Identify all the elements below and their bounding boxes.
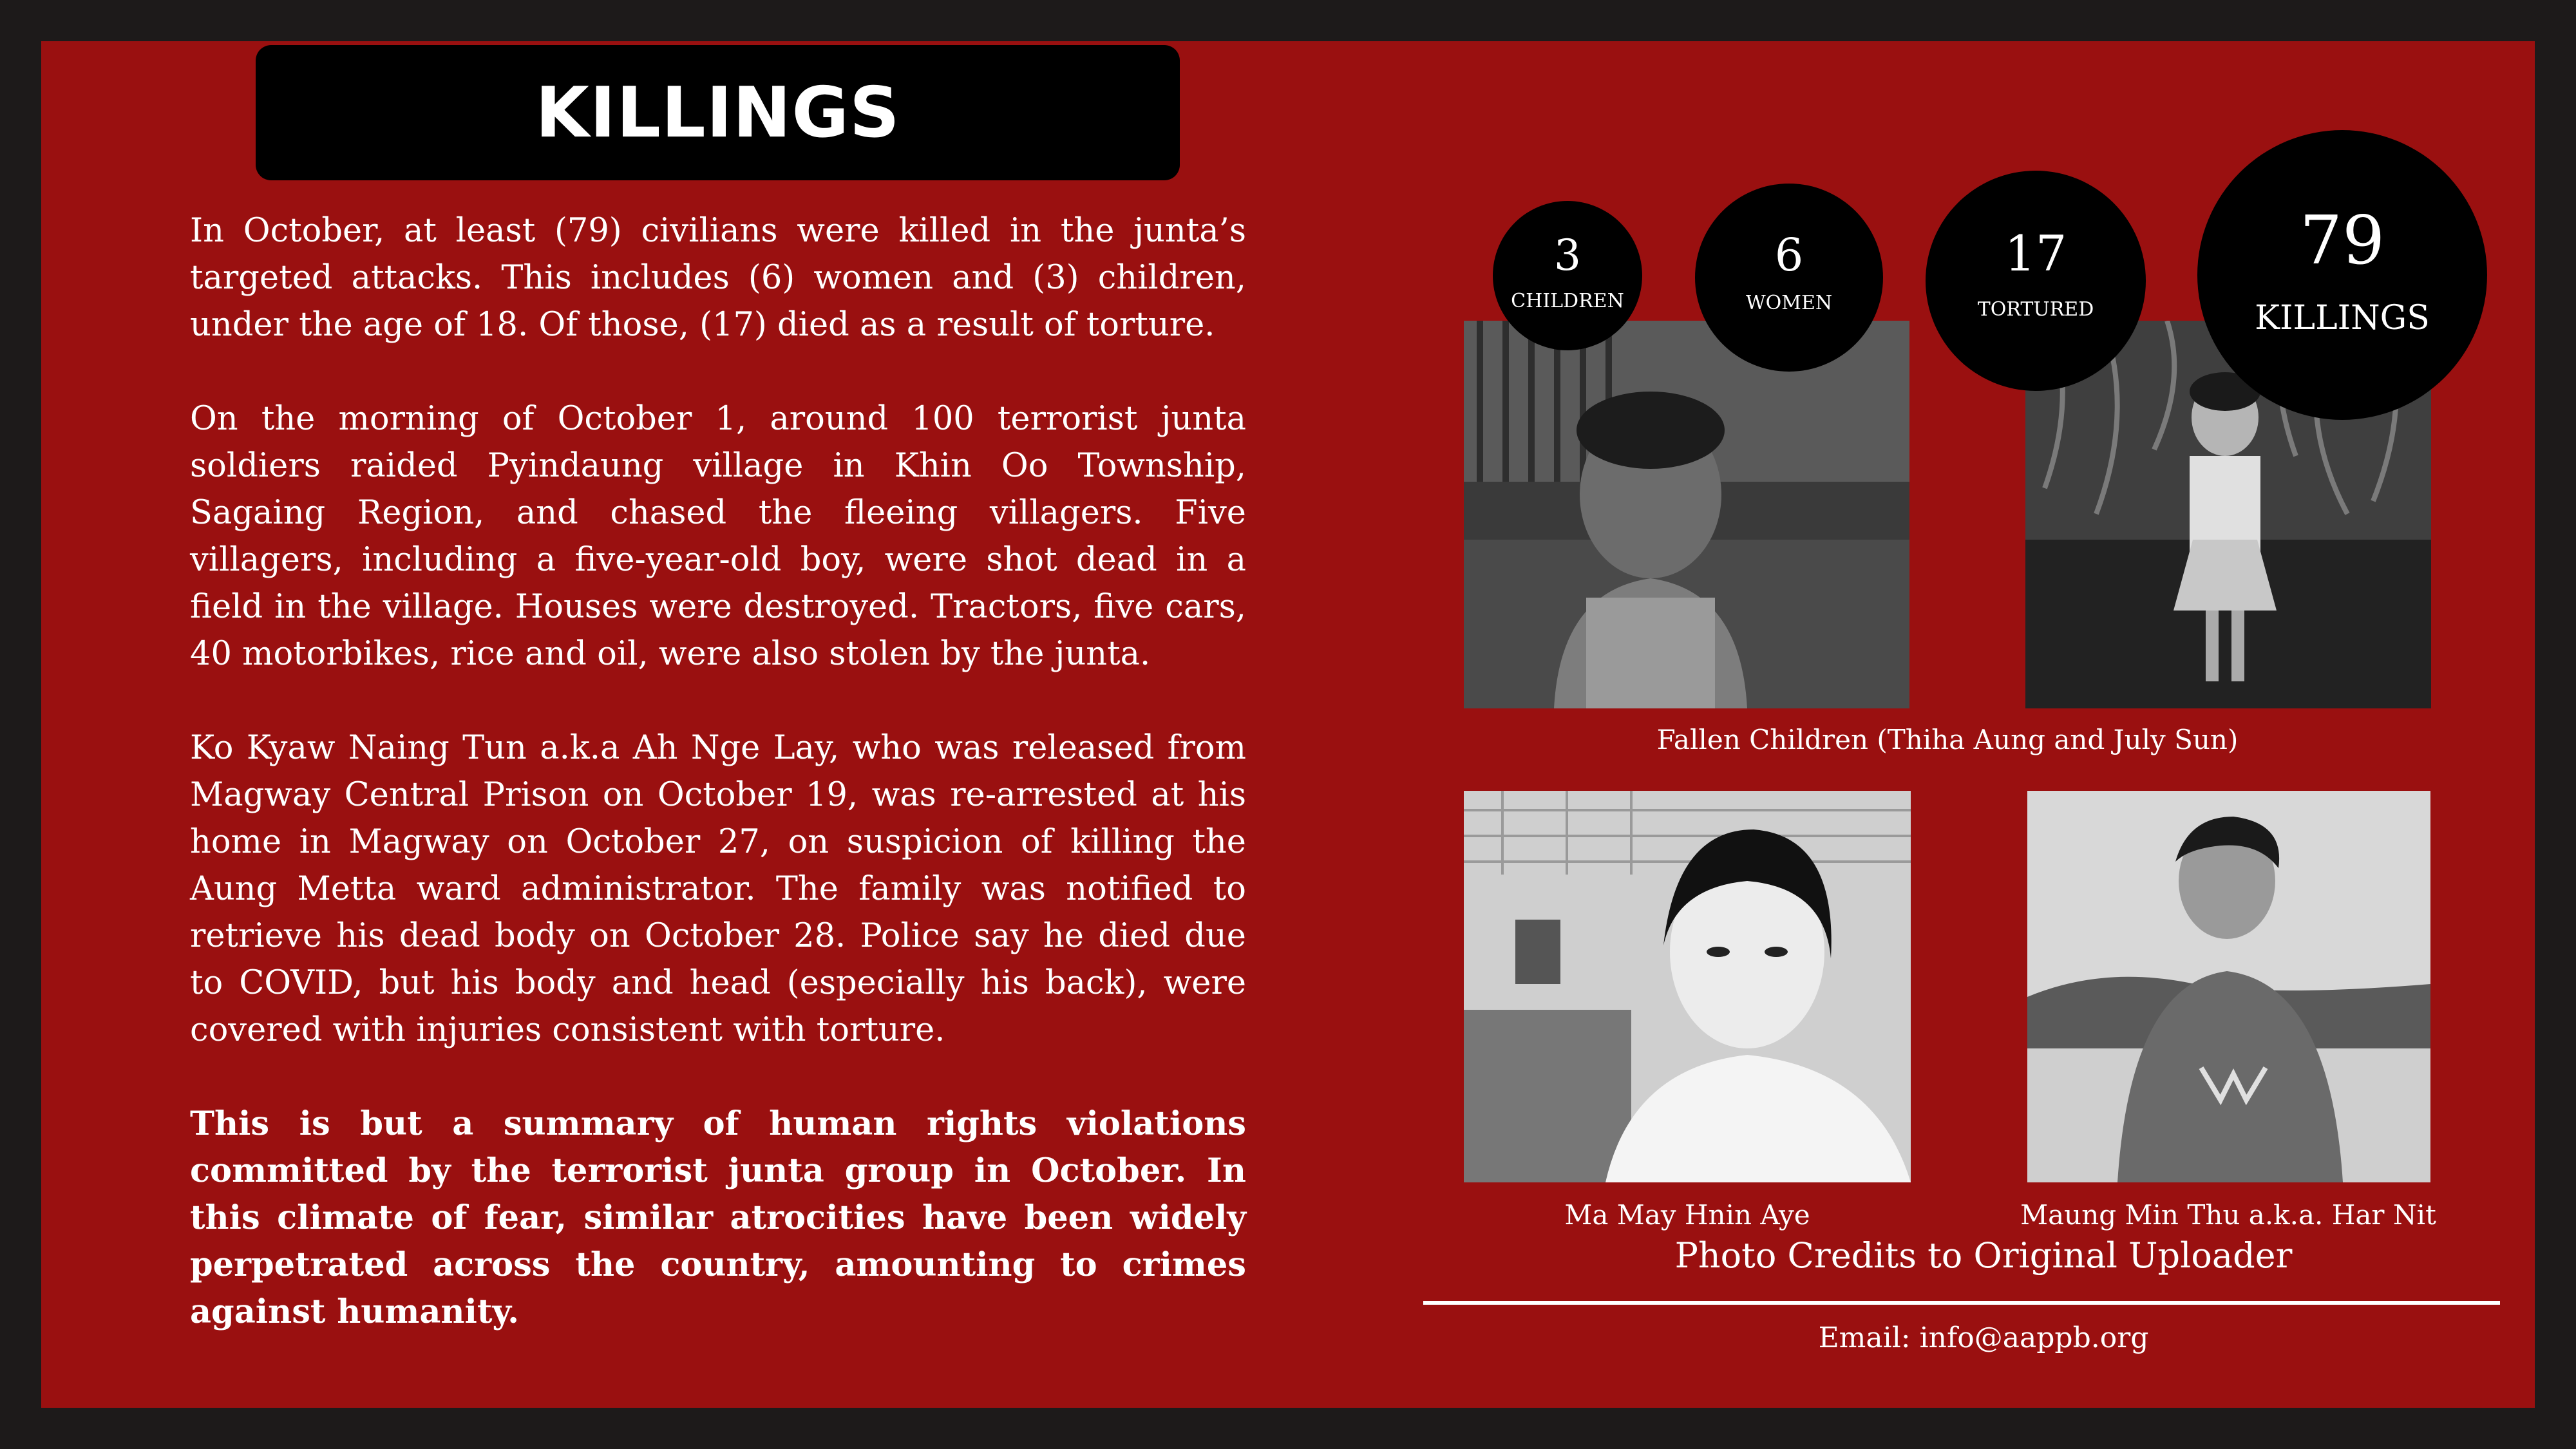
photo-child-boy [1464, 321, 1909, 708]
title-banner [256, 45, 1180, 180]
paragraph-pyindaung: On the morning of October 1, around 100 terrorist junta soldiers raided Pyindaung village in Khin Oo Township, Sagaing Region, and chased the fleeing villagers. Five villagers, including a five-year-old boy, were shot dead in a field in the village. Houses were destroyed. Tractors, five cars, 40 motorbikes, rice and oil, were also stolen by the junta. [190, 400, 1246, 673]
stat-women-value: 6 [1774, 229, 1804, 281]
summary-paragraph: This is but a summary of human rights violations committed by the terrorist junta group in October. In this climate of fear, similar atrocities have been widely perpetrated across the country, amounting to crimes against humanity. [190, 1104, 1246, 1331]
caption-man: Maung Min Thu a.k.a. Har Nit [2020, 1199, 2436, 1231]
stat-children-value: 3 [1554, 231, 1581, 280]
paragraph-intro: In October, at least (79) civilians were killed in the junta’s targeted attacks. This includes (6) women and (3) children, under the age of 18. Of those, (17) died as a result of torture. [190, 212, 1246, 344]
stat-killings-label: KILLINGS [2255, 299, 2430, 337]
divider [1423, 1301, 2500, 1305]
page-title: KILLINGS [535, 72, 900, 153]
article-body [190, 207, 1246, 1336]
stat-children-label: CHILDREN [1511, 290, 1624, 312]
photo-man [2027, 791, 2430, 1182]
photo-credits: Photo Credits to Original Uploader [1674, 1235, 2293, 1276]
stat-children [1493, 201, 1642, 350]
paragraph-ko-kyaw-naing-tun: Ko Kyaw Naing Tun a.k.a Ah Nge Lay, who was released from Magway Central Prison on October 19, was re-arrested at his home in Magway on October 27, on suspicion of killing the Aung Metta ward administrator. The family was notified to retrieve his dead body on October 28. Police say he died due to COVID, but his body and head (especially his back), were covered with injuries consistent with torture. [190, 729, 1246, 1049]
contact-email: Email: info@aappb.org [1818, 1321, 2149, 1354]
stat-killings-value: 79 [2299, 201, 2385, 279]
stat-women-label: WOMEN [1745, 292, 1833, 314]
stat-women [1695, 184, 1883, 372]
photo-woman [1464, 791, 1911, 1182]
caption-children: Fallen Children (Thiha Aung and July Sun) [1656, 724, 2239, 755]
stat-tortured-label: TORTURED [1977, 298, 2094, 321]
stat-tortured-value: 17 [2004, 225, 2067, 282]
stat-killings [2197, 130, 2487, 420]
caption-woman: Ma May Hnin Aye [1564, 1199, 1810, 1231]
stat-tortured [1926, 171, 2146, 391]
